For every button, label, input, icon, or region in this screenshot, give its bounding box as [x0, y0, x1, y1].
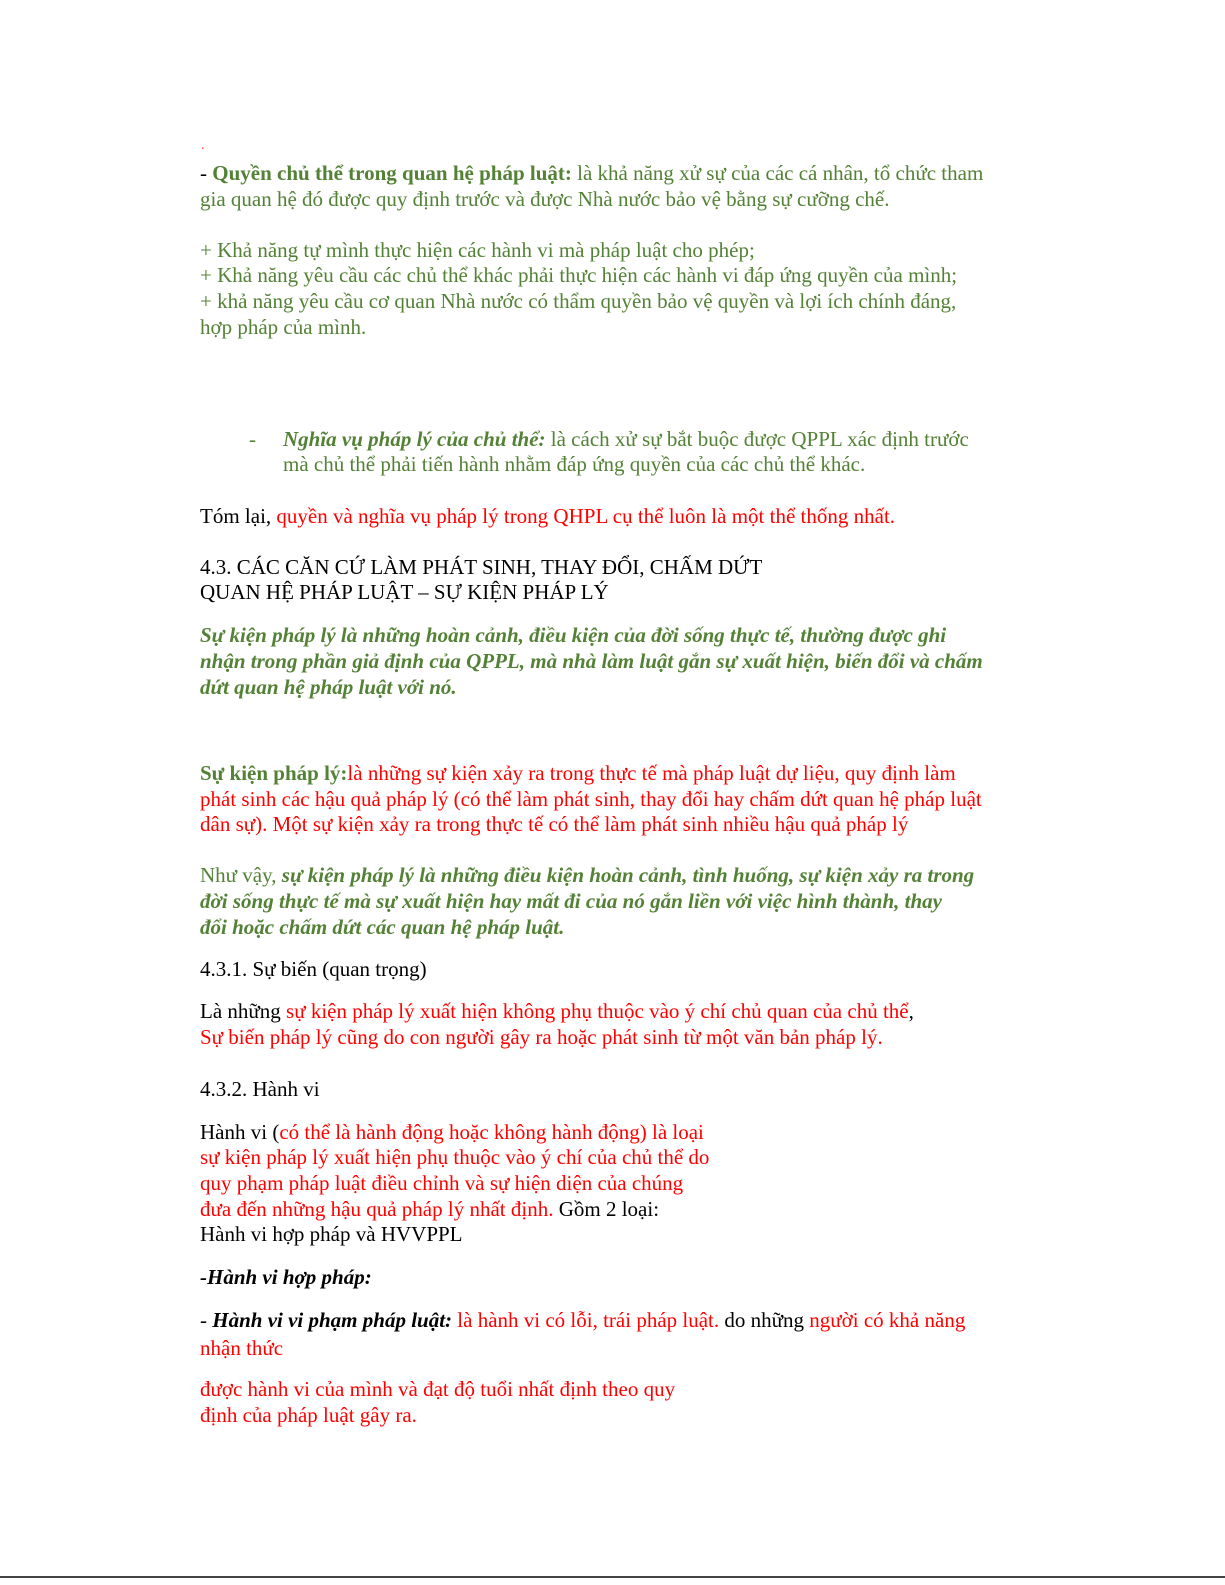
thus-line-3: đổi hoặc chấm dứt các quan hệ pháp luật. — [200, 915, 565, 939]
thus-line-1 — [200, 862, 974, 888]
heading-4-3-1: 4.3.1. Sự biến (quan trọng) — [200, 957, 427, 981]
legal-event-text-1: là những sự kiện xảy ra trong thực tế mà pháp luật dự liệu, quy định làm — [347, 761, 956, 785]
violation-dash: - — [200, 1308, 213, 1332]
summary-text: quyền và nghĩa vụ pháp lý trong QHPL cụ thể luôn là một thể thống nhất. — [276, 504, 896, 528]
section-4-3-title-line-2: QUAN HỆ PHÁP LUẬT – SỰ KIỆN PHÁP LÝ — [200, 580, 609, 604]
thus-line-2: đời sống thực tế mà sự xuất hiện hay mất đi của nó gắn liền với việc hình thành, thay — [200, 889, 942, 913]
duty-def-1: là cách xử sự bắt buộc được QPPL xác định trước — [545, 427, 969, 451]
ability-line-2: + Khả năng yêu cầu các chủ thể khác phải thực hiện các hành vi đáp ứng quyền của mình; — [200, 263, 958, 287]
event-lead: Là những — [200, 999, 287, 1023]
duty-term: Nghĩa vụ pháp lý của chủ thể: — [283, 427, 546, 451]
violation-line-2: nhận thức — [200, 1336, 284, 1360]
summary-line — [200, 503, 895, 529]
thus-lead: Như vậy, — [200, 863, 282, 887]
rights-term: Quyền chủ thể trong quan hệ pháp luật: — [212, 161, 572, 185]
legal-event-line-2: phát sinh các hậu quả pháp lý (có thể làm phát sinh, thay đổi hay chấm dứt quan hệ pháp luật — [200, 787, 982, 811]
duty-line-1 — [249, 426, 969, 452]
violation-term: Hành vi vi phạm pháp luật: — [212, 1308, 453, 1332]
behavior-line-5: Hành vi hợp pháp và HVVPPL — [200, 1222, 463, 1246]
legal-event-line-1 — [200, 760, 956, 786]
rights-dash: - — [200, 161, 213, 185]
violation-line-3: được hành vi của mình và đạt độ tuổi nhất định theo quy — [200, 1377, 676, 1401]
violation-def-3: người có khả năng — [809, 1308, 966, 1332]
violation-line-4: định của pháp luật gây ra. — [200, 1403, 417, 1427]
event-comma: , — [908, 999, 914, 1023]
event-line-2: Sự biến pháp lý cũng do con người gây ra hoặc phát sinh từ một văn bản pháp lý. — [200, 1025, 883, 1049]
behavior-line-2: sự kiện pháp lý xuất hiện phụ thuộc vào ý chí của chủ thể do — [200, 1145, 710, 1169]
ability-line-4: hợp pháp của mình. — [200, 315, 367, 339]
violation-def-2: do những — [719, 1308, 810, 1332]
lawful-behavior-heading: -Hành vi hợp pháp: — [200, 1265, 372, 1289]
legal-event-def-line-3: dứt quan hệ pháp luật với nó. — [200, 675, 457, 699]
legal-event-line-3: dân sự). Một sự kiện xảy ra trong thực tế có thể làm phát sinh nhiều hậu quả pháp lý — [200, 812, 909, 836]
behavior-line-4 — [200, 1196, 659, 1222]
behavior-tail: Gồm 2 loại: — [553, 1197, 660, 1221]
red-dot-mark: . — [201, 138, 205, 153]
legal-event-term: Sự kiện pháp lý: — [200, 761, 348, 785]
heading-4-3-2: 4.3.2. Hành vi — [200, 1077, 320, 1101]
behavior-line-1 — [200, 1119, 704, 1145]
legal-event-def-line-2: nhận trong phần giả định của QPPL, mà nhà làm luật gắn sự xuất hiện, biến đổi và chấm — [200, 649, 983, 673]
duty-line-2: mà chủ thể phải tiến hành nhằm đáp ứng quyền của các chủ thể khác. — [283, 452, 866, 476]
page-bottom-edge — [0, 1576, 1225, 1578]
duty-dash: - — [249, 427, 256, 451]
violation-line-1 — [200, 1307, 965, 1333]
behavior-lead: Hành vi ( — [200, 1120, 280, 1144]
event-line-1 — [200, 998, 914, 1024]
ability-line-3: + khả năng yêu cầu cơ quan Nhà nước có thẩm quyền bảo vệ quyền và lợi ích chính đáng, — [200, 289, 957, 313]
event-text-1: sự kiện pháp lý xuất hiện không phụ thuộc vào ý chí chủ quan của chủ thể — [286, 999, 909, 1023]
behavior-line-3: quy phạm pháp luật điều chỉnh và sự hiện diện của chúng — [200, 1171, 684, 1195]
rights-def-1: là khả năng xử sự của các cá nhân, tổ chức tham — [571, 161, 984, 185]
violation-def-1: là hành vi có lỗi, trái pháp luật. — [452, 1308, 720, 1332]
rights-definition-line-2: gia quan hệ đó được quy định trước và được Nhà nước bảo vệ bằng sự cưỡng chế. — [200, 187, 890, 211]
section-4-3-title-line-1: 4.3. CÁC CĂN CỨ LÀM PHÁT SINH, THAY ĐỔI, CHẤM DỨT — [200, 555, 763, 579]
legal-event-def-line-1: Sự kiện pháp lý là những hoàn cảnh, điều kiện của đời sống thực tế, thường được ghi — [200, 623, 947, 647]
ability-line-1: + Khả năng tự mình thực hiện các hành vi mà pháp luật cho phép; — [200, 238, 755, 262]
summary-lead: Tóm lại, — [200, 504, 277, 528]
thus-text-1: sự kiện pháp lý là những điều kiện hoàn cảnh, tình huống, sự kiện xảy ra trong — [281, 863, 975, 887]
rights-definition-line-1 — [200, 160, 983, 186]
behavior-text-4: đưa đến những hậu quả pháp lý nhất định. — [200, 1197, 554, 1221]
behavior-text-1: có thể là hành động hoặc không hành động) là loại — [279, 1120, 704, 1144]
